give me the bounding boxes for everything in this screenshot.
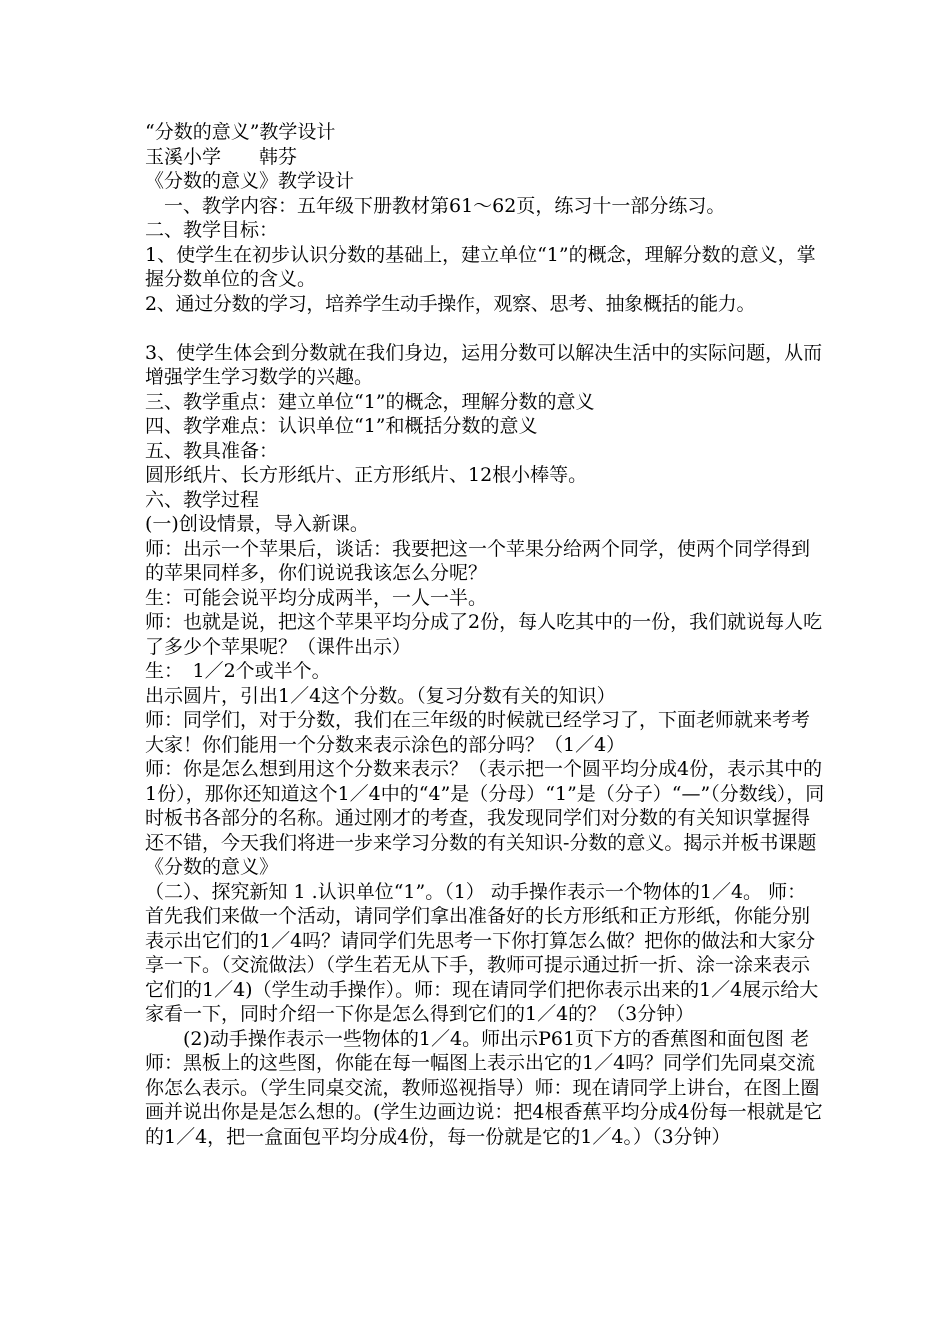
section-teaching-content: 一、教学内容：五年级下册教材第61～62页，练习十一部分练习。 [145, 194, 726, 217]
blank-line [145, 316, 825, 341]
section-teaching-goals: 二、教学目标： [145, 219, 279, 241]
goal-1: 1、使学生在初步认识分数的基础上，建立单位“1”的概念，理解分数的意义，掌握分数单位的含义。 [145, 243, 816, 290]
dialogue-teacher-review: 师：同学们，对于分数，我们在三年级的时候就已经学习了，下面老师就来考考大家！你们能用一个分数来表示涂色的部分吗？（1／4） [145, 709, 811, 756]
section-difficulties: 四、教学难点：认识单位“1”和概括分数的意义 [145, 415, 538, 437]
materials-list: 圆形纸片、长方形纸片、正方形纸片、12根小棒等。 [145, 464, 588, 486]
section-key-points: 三、教学重点：建立单位“1”的概念，理解分数的意义 [145, 390, 595, 413]
dialogue-student-half: 生：可能会说平均分成两半，一人一半。 [145, 586, 488, 609]
step-2-explore: （二）、探究新知 1 .认识单位“1”。（1） 动手操作表示一个物体的1／4。 师：首先我们来做一个活动，请同学们拿出准备好的长方形纸和正方形纸，你能分别表示出它们的1／4吗？请同学们先思考一下你打算怎么做？把你的做法和大家分享一下。（交流做法）（学生若无从下手，教师可提示通过折一折、涂一涂来表示它们的1／4)（学生动手操作）。师：现在请同学们把你表示出来的1／4展示给大家看一下，同时介绍一下你是怎么得到它们的1／4的？（3分钟） [145, 880, 819, 1025]
document-body [145, 120, 825, 1149]
dialogue-student-answer: 生： 1／2个或半个。 [145, 660, 331, 682]
dialogue-teacher-explain: 师：你是怎么想到用这个分数来表示？（表示把一个圆平均分成4份，表示其中的1份），那你还知道这个1／4中的“4”是（分母）“1”是（分子）“—”（分数线），同时板书各部分的名称。通过刚才的考查，我发现同学们对分数的有关知识掌握得还不错，今天我们将进一步来学习分数的有关知识-分数的意义。揭示并板书课题《分数的意义》 [145, 758, 825, 878]
section-process: 六、教学过程 [145, 488, 260, 511]
show-circle: 出示圆片，引出1／4这个分数。（复习分数有关的知识） [145, 684, 616, 707]
goal-3: 3、使学生体会到分数就在我们身边，运用分数可以解决生活中的实际问题，从而增强学生学习数学的兴趣。 [145, 341, 823, 388]
step-2-part-2: (2)动手操作表示一些物体的1／4。师出示P61页下方的香蕉图和面包图 老师：黑板上的这些图，你能在每一幅图上表示出它的1／4吗？同学们先同桌交流你怎么表示。（学生同桌交流，教师巡视指导）师：现在请同学上讲台，在图上圈画并说出你是是怎么想的。(学生边画边说：把4根香蕉平均分成4份每一根就是它的1／4，把一盒面包平均分成4份，每一份就是它的1／4。）（3分钟） [145, 1027, 823, 1148]
document-subtitle: 《分数的意义》教学设计 [145, 170, 355, 192]
step-1-heading: (一)创设情景，导入新课。 [145, 513, 369, 535]
dialogue-teacher-apple: 师：出示一个苹果后，谈话：我要把这一个苹果分给两个同学，使两个同学得到的苹果同样多，你们说说我该怎么分呢？ [145, 537, 811, 584]
author-line: 玉溪小学 韩芬 [145, 145, 298, 168]
document-title: “分数的意义”教学设计 [145, 121, 336, 143]
section-materials: 五、教具准备： [145, 439, 279, 462]
dialogue-teacher-share: 师：也就是说，把这个苹果平均分成了2份，每人吃其中的一份，我们就说每人吃了多少个苹果呢？（课件出示） [145, 611, 823, 658]
goal-2: 2、通过分数的学习，培养学生动手操作，观察、思考、抽象概括的能力。 [145, 292, 756, 315]
